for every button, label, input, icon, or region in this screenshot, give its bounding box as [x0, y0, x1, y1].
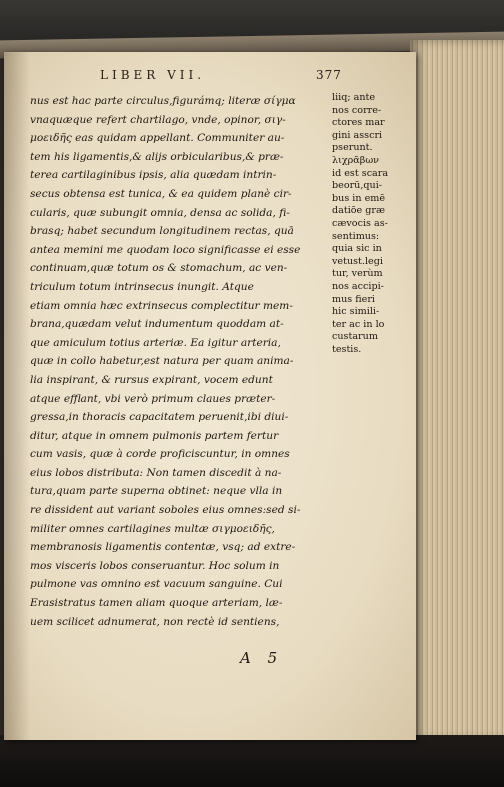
signature-mark: A 5: [240, 649, 284, 667]
text-line: cularis, quæ subungit omnia, densa ac solida, fi-: [30, 206, 290, 219]
page-stack-edges: [410, 40, 504, 740]
book-page: [4, 52, 416, 740]
text-line: antea memini me quodam loco significasse ei esse: [30, 243, 301, 256]
text-line: lia inspirant, & rursus expirant, vocem edunt: [30, 373, 273, 386]
text-line: triculum totum intrinsecus inungit. Atque: [30, 280, 254, 293]
main-text-block: [30, 92, 332, 631]
margin-note-line: hic simili-: [332, 306, 380, 318]
text-line: terea cartilaginibus ipsis, alia quædam intrin-: [30, 169, 277, 182]
margin-note-line: gini asscri: [332, 129, 383, 141]
gutter-shadow: [4, 52, 30, 740]
text-line: quæ in collo habetur,est natura per quam anima-: [30, 355, 294, 368]
text-line: nus est hac parte circulus,figurámq; literæ σίγμα: [30, 95, 296, 107]
margin-note-line: mus fieri: [332, 293, 375, 305]
margin-note-line: tur, verùm: [332, 268, 383, 280]
text-line: mos visceris lobos conseruantur. Hoc solum in: [30, 559, 280, 572]
text-line: secus obtensa est tunica, & ea quidem planè cir-: [30, 187, 292, 200]
text-line: gressa,in thoracis capacitatem peruenit,ibi diui-: [30, 411, 289, 424]
text-line: brasq; habet secundum longitudinem rectas, quā: [30, 225, 294, 238]
page-header: [4, 68, 416, 88]
backdrop-bottom: [0, 735, 504, 787]
text-line: Erasistratus tamen aliam quoque arteriam, læ-: [30, 597, 283, 610]
margin-note-line: λιχρᾶβων: [332, 154, 379, 166]
margin-note-line: cævocis as-: [332, 217, 388, 229]
margin-note-line: datiōe græ: [332, 205, 386, 217]
text-line: atque efflant, vbi verò primum claues præter-: [30, 392, 276, 405]
margin-note-line: ter ac in lo: [332, 318, 385, 330]
margin-note-line: custarum: [332, 331, 378, 343]
margin-note-line: testis.: [332, 343, 362, 355]
margin-note-line: nos accipi-: [332, 280, 384, 292]
margin-note-line: vetust.legi: [332, 255, 383, 267]
margin-note-line: liiq; ante: [332, 92, 376, 103]
text-line: vnaquæque refert chartilago, vnde, opinor, σιγ-: [30, 113, 286, 126]
text-line: pulmone vas omnino est vacuum sanguine. Cui: [30, 578, 283, 591]
margin-note-line: ctores mar: [332, 117, 385, 129]
margin-note-line: bus in emē: [332, 192, 386, 204]
text-line: tem his ligamentis,& alijs orbicularibus,& præ-: [30, 150, 284, 163]
running-head: LIBER VII.: [100, 68, 206, 82]
text-line: tura,quam parte superna obtinet: neque vlla in: [30, 485, 283, 498]
text-line: etiam omnia hæc extrinsecus complectitur mem-: [30, 299, 293, 312]
margin-note-line: nos corre-: [332, 104, 382, 116]
margin-note-line: pserunt.: [332, 142, 373, 154]
text-line: re dissident aut variant soboles eius omnes:sed si-: [30, 504, 301, 517]
text-line: membranosis ligamentis contentæ, vsq; ad extre-: [30, 541, 296, 554]
margin-notes: [332, 92, 396, 356]
text-line: militer omnes cartilagines multæ σιγμοειδῆς,: [30, 522, 275, 535]
margin-note-line: quia sic in: [332, 243, 382, 255]
text-line: continuam,quæ totum os & stomachum, ac ven-: [30, 262, 288, 275]
text-line: que amiculum totius arteriæ. Ea igitur arteria,: [30, 336, 281, 349]
text-line: μοειδῆς eas quidam appellant. Communiter au-: [30, 132, 285, 145]
text-line: brana,quædam velut indumentum quoddam at-: [30, 318, 284, 331]
text-line: ditur, atque in omnem pulmonis partem fertur: [30, 429, 279, 442]
text-line: eius lobos distributa: Non tamen discedit à na-: [30, 466, 282, 479]
page-number: 377: [316, 68, 342, 82]
margin-note-line: sentimus:: [332, 230, 380, 242]
text-line: uem scilicet adnumerat, non rectè id sentiens,: [30, 615, 280, 628]
margin-note-line: id est scara: [332, 167, 389, 179]
text-line: cum vasis, quæ à corde proficiscuntur, in omnes: [30, 448, 290, 461]
margin-note-line: beorū,qui-: [332, 180, 383, 192]
